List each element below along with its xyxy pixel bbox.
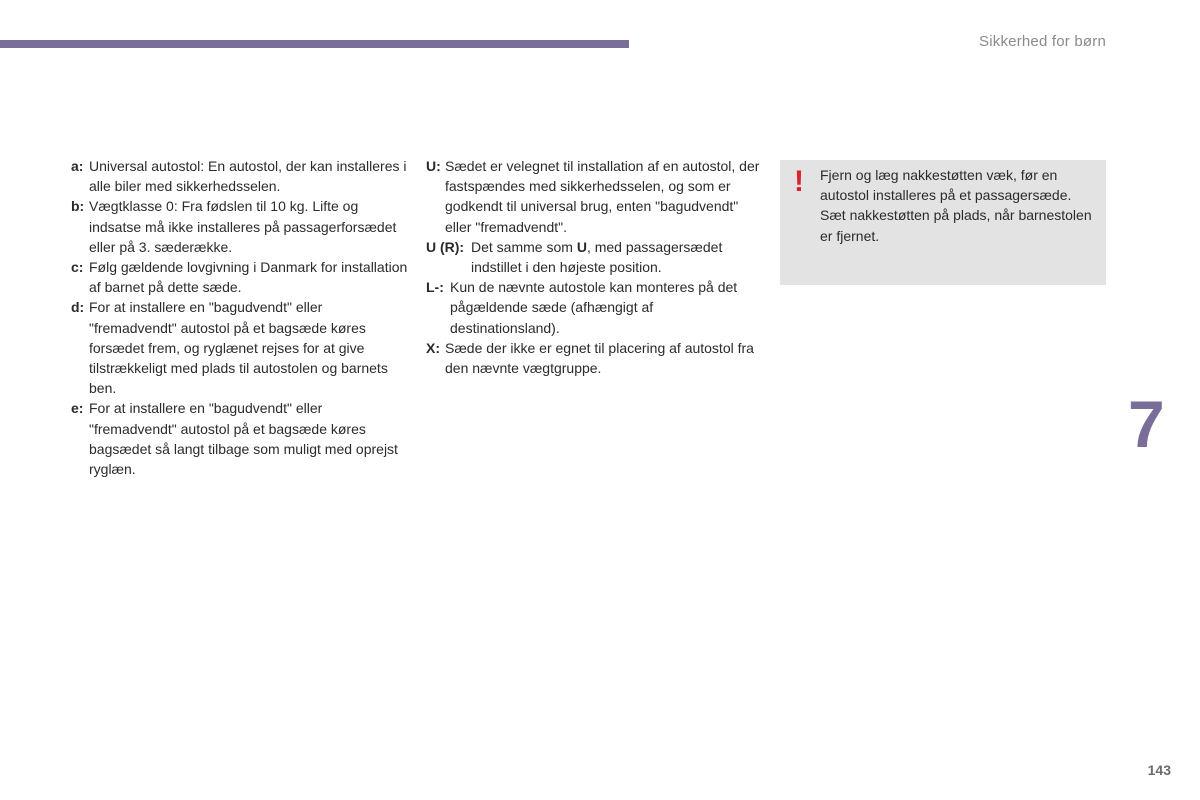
definition-x: [426, 338, 766, 378]
definition-term: c:: [71, 259, 84, 276]
exclamation-icon: !: [794, 165, 804, 198]
definition-term: U (R):: [426, 238, 465, 255]
definition-u-r: [426, 237, 766, 277]
warning-box: [780, 160, 1106, 285]
definition-d: [71, 297, 411, 398]
definition-e: [71, 398, 411, 479]
warning-text: Fjern og læg nakkestøtten væk, før en autostol installeres på et passagersæde. Sæt nakkestøtten på plads, når barnestolen er fjernet.: [820, 167, 1092, 244]
definition-text: Sæde der ikke er egnet til placering af autostol fra den nævnte vægtgruppe.: [445, 339, 754, 377]
definition-text: Universal autostol: En autostol, der kan installeres i alle biler med sikkerhedsselen.: [89, 158, 407, 195]
definition-u: [426, 156, 766, 237]
left-column: [71, 156, 411, 479]
definition-text: Kun de nævnte autostole kan monteres på det pågældende sæde (afhængigt af destinationsland).: [450, 279, 738, 336]
header-accent-bar: [0, 40, 629, 48]
page-number: 143: [1147, 762, 1171, 778]
definition-text-before: Det samme som: [471, 238, 577, 255]
definition-term: X:: [426, 339, 440, 356]
definition-text: Sædet er velegnet til installation af en autostol, der fastspændes med sikkerhedsselen, og som er godkendt til universal brug, enten "bagudvendt" eller "fremadvendt".: [445, 158, 760, 235]
middle-column: [426, 156, 766, 378]
definition-text: For at installere en "bagudvendt" eller "fremadvendt" autostol på et bagsæde køres bagsædet så langt tilbage som muligt med oprejst ryglæn.: [89, 400, 398, 478]
definition-term: L-:: [426, 279, 444, 296]
definition-a: [71, 156, 411, 196]
definition-term: b:: [71, 198, 85, 215]
definition-term: a:: [71, 158, 84, 174]
definition-l-minus: [426, 277, 766, 338]
definition-term: e:: [71, 400, 84, 417]
definition-term: d:: [71, 299, 85, 316]
chapter-number: 7: [1128, 387, 1165, 461]
definition-term: U:: [426, 158, 441, 174]
definition-c: [71, 257, 411, 297]
definition-b: [71, 196, 411, 257]
definition-bold: U: [576, 238, 587, 255]
definition-text: For at installere en "bagudvendt" eller "fremadvendt" autostol på et bagsæde køres forsædet frem, og ryglænet rejses for at give tilstrækkeligt med plads til autostolen og barnets ben.: [89, 299, 388, 397]
definition-text-after: , med passagersædet indstillet i den højeste position.: [471, 238, 723, 276]
definition-text: Følg gældende lovgivning i Danmark for installation af barnet på dette sæde.: [89, 259, 408, 296]
definition-text: Vægtklasse 0: Fra fødslen til 10 kg. Lifte og indsatse må ikke installeres på passagerforsædet eller på 3. sæderække.: [89, 198, 397, 255]
section-title: Sikkerhed for børn: [979, 33, 1106, 50]
